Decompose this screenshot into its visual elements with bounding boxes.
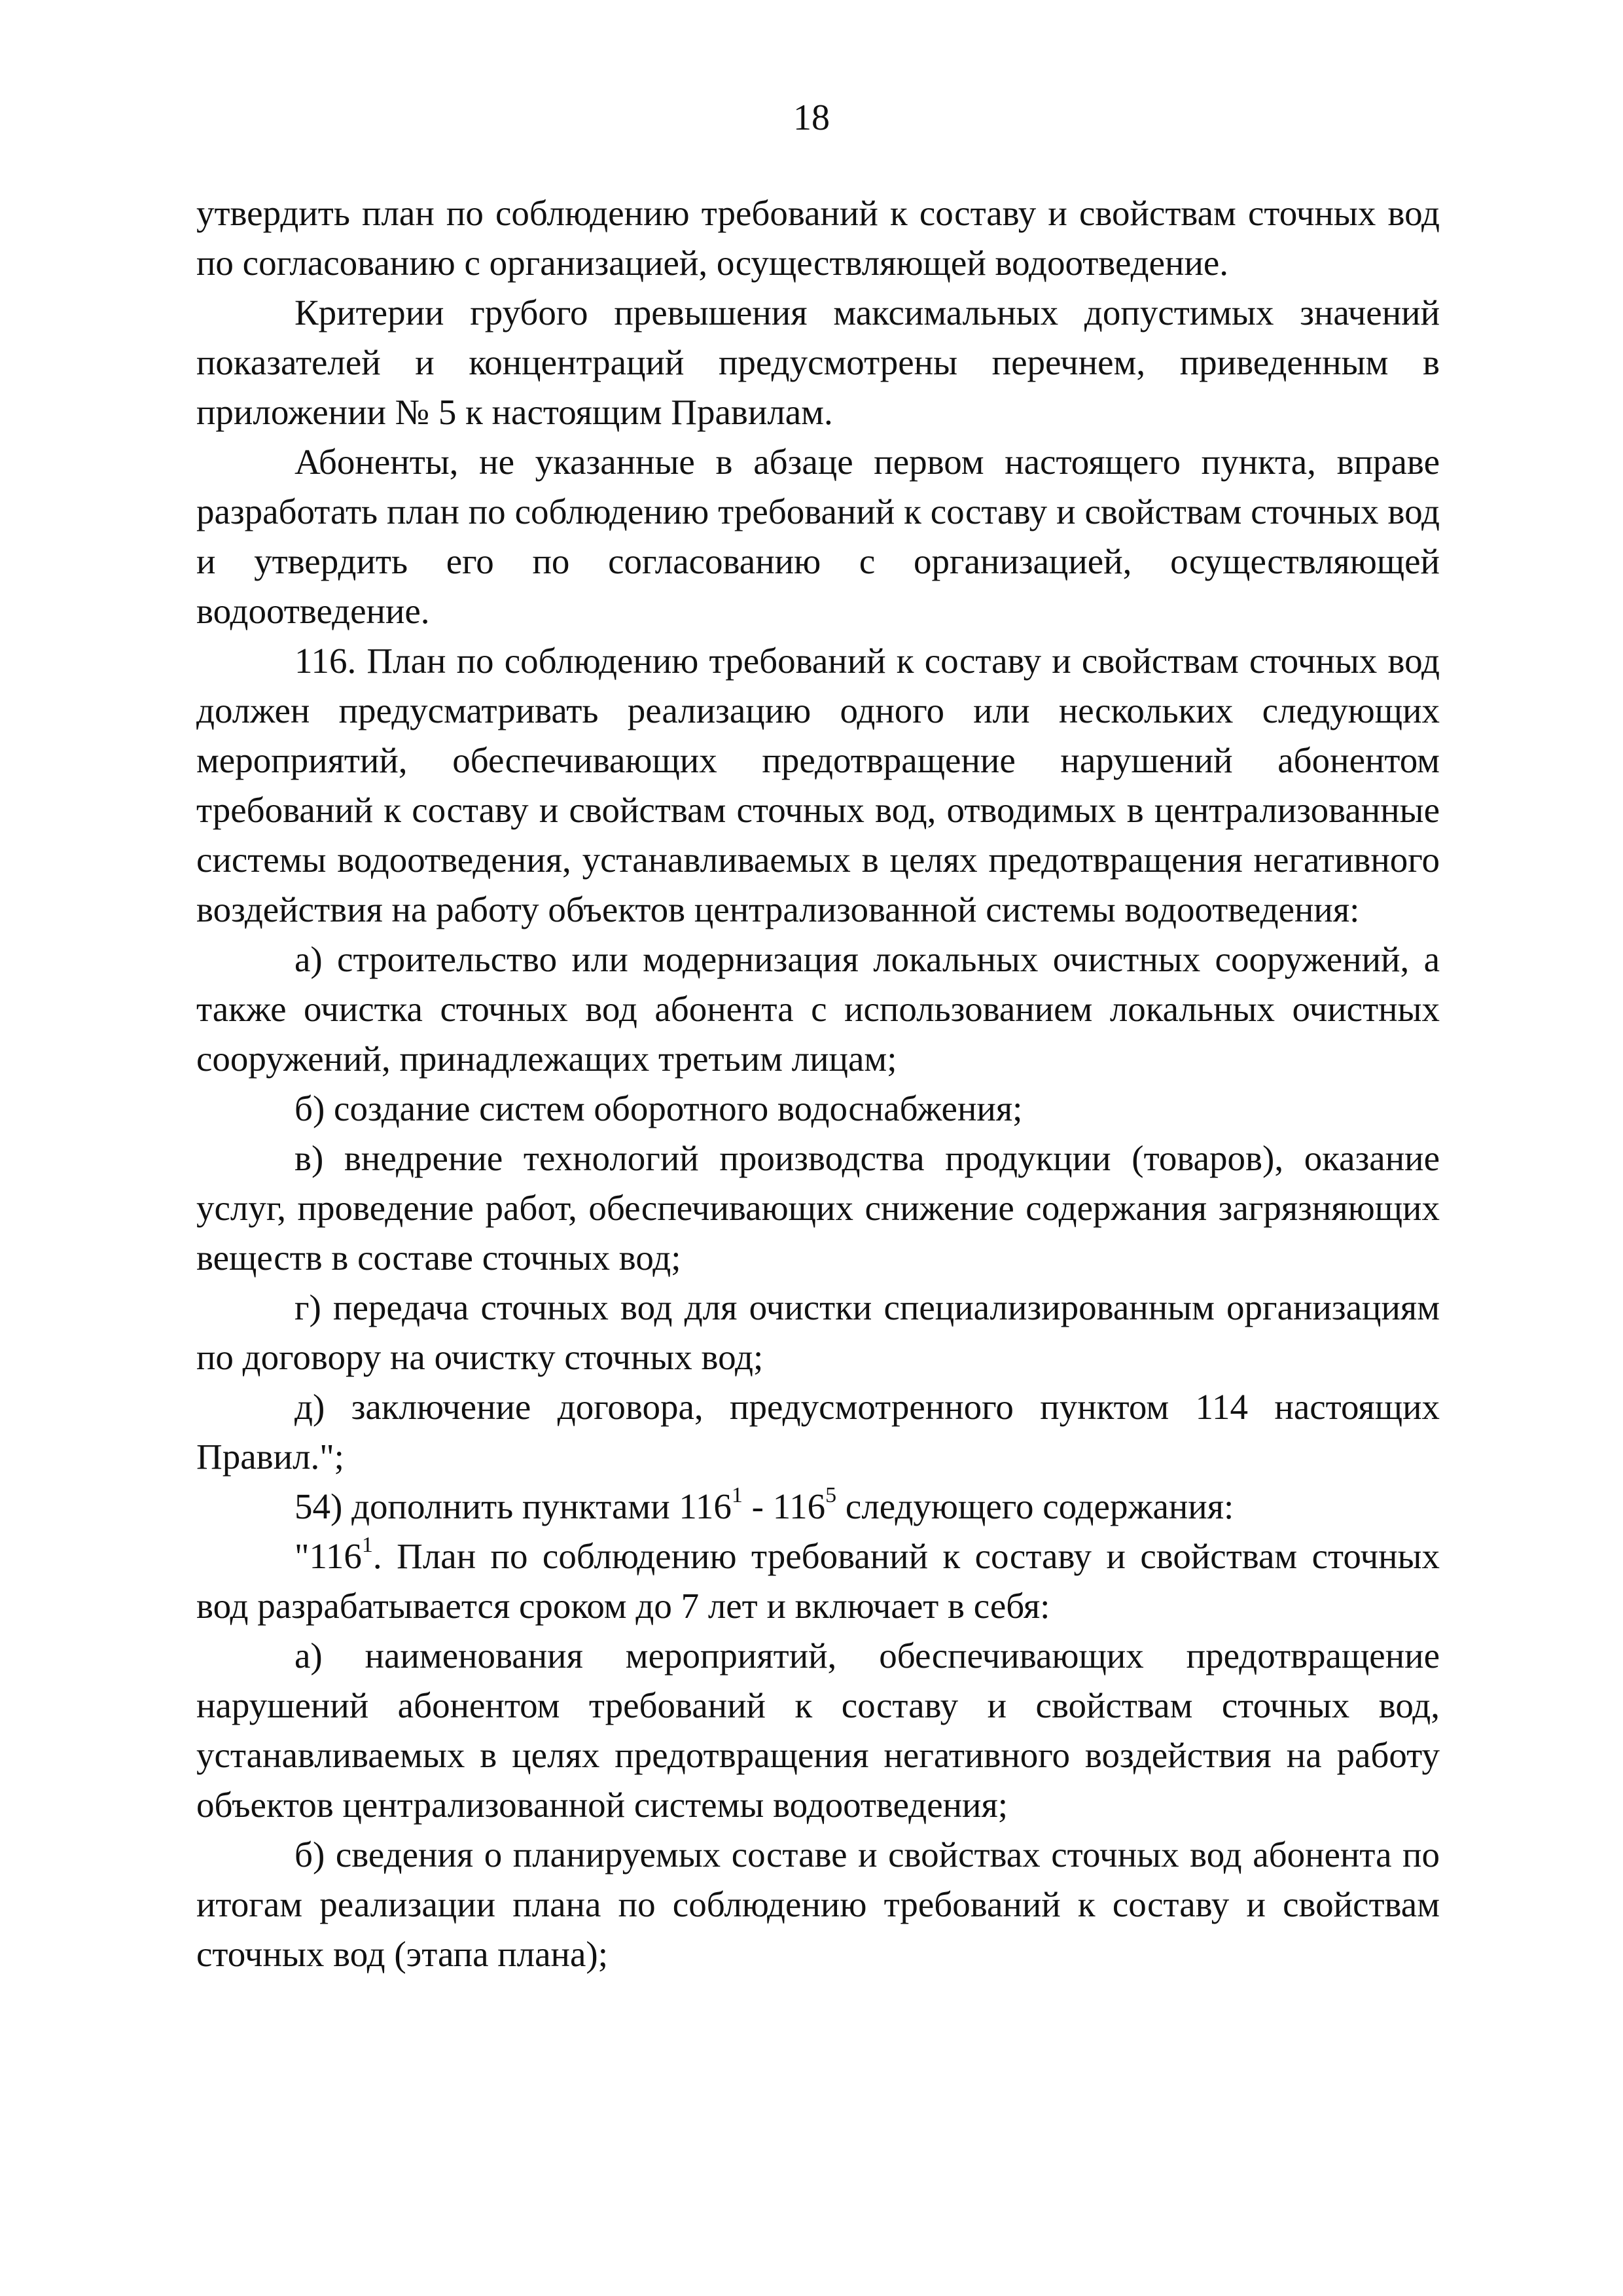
paragraph-item-116: 116. План по соблюдению требований к составу и свойствам сточных вод должен предусматривать реализацию одного или нескольких следующих мероприятий, обеспечивающих предотвращение нарушений абонентом требований к составу и свойствам сточных вод, отводимых в централизованные системы водоотведения, устанавливаемых в целях предотвращения негативного воздействия на работу объектов централизованной системы водоотведения: <box>196 641 1440 929</box>
superscript: 1 <box>731 1482 743 1507</box>
list-item: д) заключение договора, предусмотренного пунктом 114 настоящих Правил."; <box>196 1387 1440 1477</box>
text-run: . План по соблюдению требований к составу и свойствам сточных вод разрабатывается сроком до 7 лет и включает в себя: <box>196 1536 1440 1626</box>
list-item: б) сведения о планируемых составе и свойствах сточных вод абонента по итогам реализации плана по соблюдению требований к составу и свойствам сточных вод (этапа плана); <box>196 1835 1440 1974</box>
list-item: б) создание систем оборотного водоснабжения; <box>294 1088 1023 1128</box>
text-run: - 116 <box>742 1486 826 1526</box>
superscript: 5 <box>825 1482 837 1507</box>
list-item: в) внедрение технологий производства продукции (товаров), оказание услуг, проведение работ, обеспечивающих снижение содержания загрязняющих веществ в составе сточных вод; <box>196 1138 1440 1278</box>
paragraph-item-116-1 <box>196 1532 1440 1631</box>
paragraph: Абоненты, не указанные в абзаце первом настоящего пункта, вправе разработать план по соблюдению требований к составу и свойствам сточных вод и утвердить его по согласованию с организацией, осуществляющей водоотведение. <box>196 442 1440 631</box>
paragraph: утвердить план по соблюдению требований к составу и свойствам сточных вод по согласованию с организацией, осуществляющей водоотведение. <box>196 193 1440 283</box>
paragraph: Критерии грубого превышения максимальных допустимых значений показателей и концентраций предусмотрены перечнем, приведенным в приложении № 5 к настоящим Правилам. <box>196 293 1440 432</box>
paragraph-amendment-54 <box>196 1482 1440 1532</box>
list-item: а) строительство или модернизация локальных очистных сооружений, а также очистка сточных вод абонента с использованием локальных очистных сооружений, принадлежащих третьим лицам; <box>196 939 1440 1079</box>
text-run: 54) дополнить пунктами 116 <box>294 1486 732 1526</box>
text-run: следующего содержания: <box>836 1486 1234 1526</box>
text-run: "116 <box>294 1536 362 1576</box>
superscript: 1 <box>361 1532 373 1557</box>
page-number: 18 <box>793 98 830 138</box>
list-item: г) передача сточных вод для очистки специализированным организациям по договору на очистку сточных вод; <box>196 1287 1440 1377</box>
document-body <box>196 188 1440 1979</box>
list-item: а) наименования мероприятий, обеспечивающих предотвращение нарушений абонентом требований к составу и свойствам сточных вод, устанавливаемых в целях предотвращения негативного воздействия на работу объектов централизованной системы водоотведения; <box>196 1636 1440 1825</box>
